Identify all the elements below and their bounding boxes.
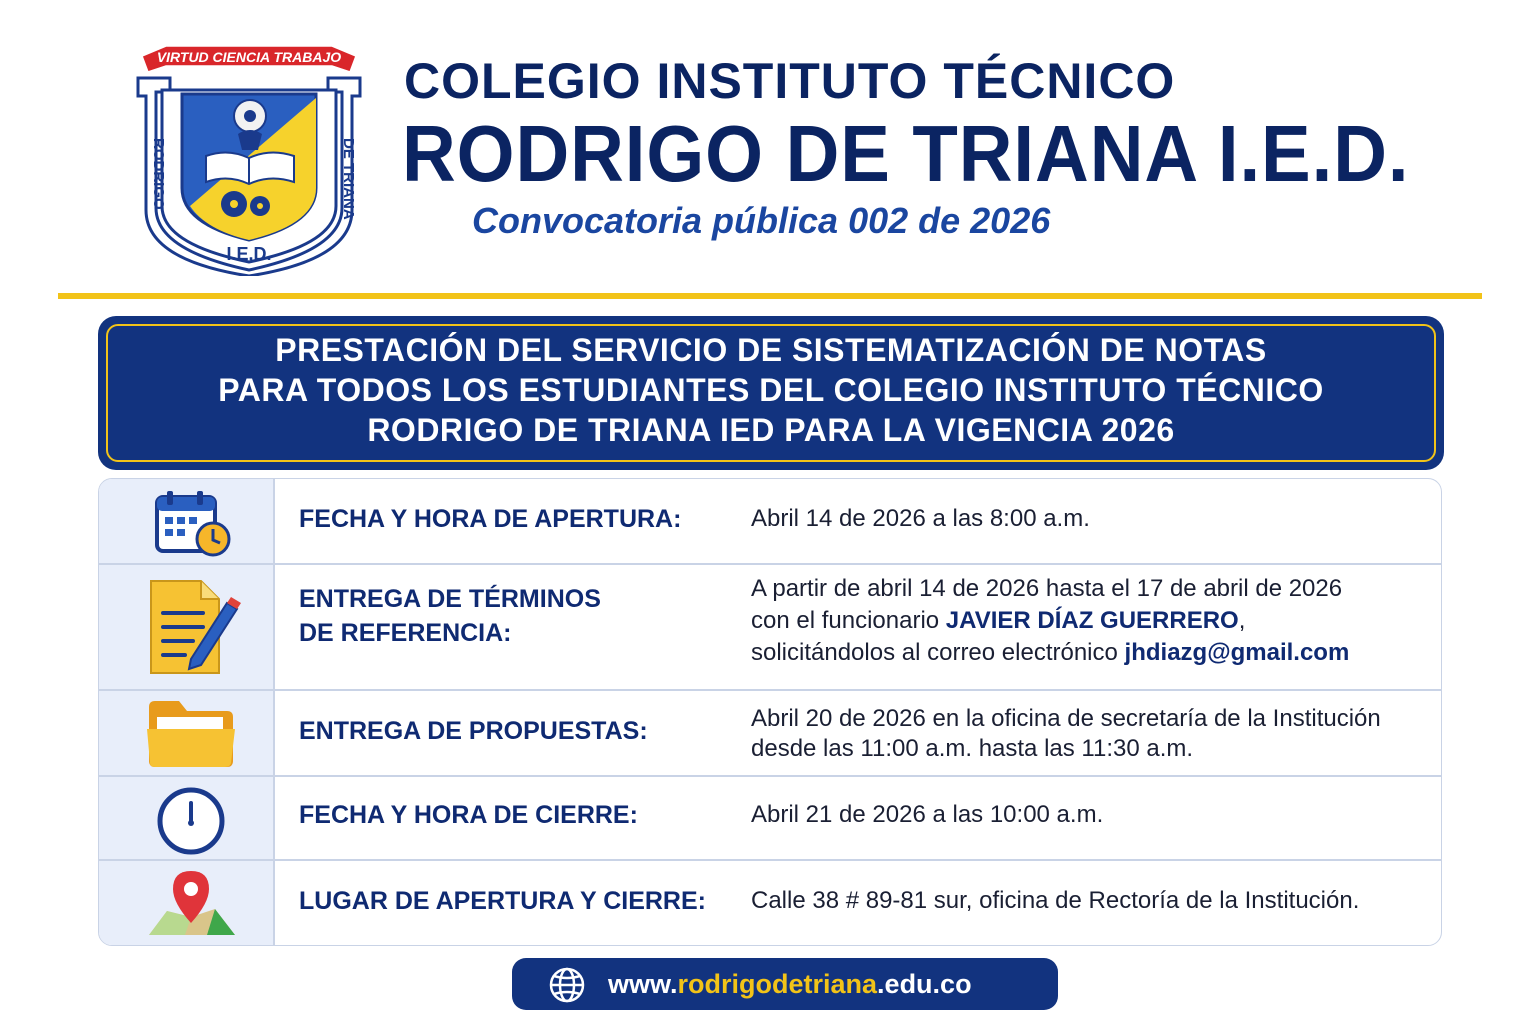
row-label-opening: FECHA Y HORA DE APERTURA: — [299, 505, 682, 533]
schedule-table — [98, 478, 1442, 946]
map-pin-icon — [145, 869, 237, 939]
service-banner — [98, 316, 1444, 470]
website-bar[interactable] — [512, 958, 1058, 1010]
school-crest-logo — [126, 38, 372, 276]
row-value-terms-3 — [751, 637, 1349, 669]
banner-line-1: PRESTACIÓN DEL SERVICIO DE SISTEMATIZACIÓN DE NOTAS — [275, 332, 1267, 368]
web-suffix: .edu.co — [877, 969, 972, 999]
clock-icon — [155, 785, 227, 857]
table-row — [99, 861, 1441, 946]
crest-right-text: DE TRIANA — [340, 138, 357, 220]
table-row — [99, 479, 1441, 563]
banner-line-2: PARA TODOS LOS ESTUDIANTES DEL COLEGIO INSTITUTO TÉCNICO — [218, 372, 1324, 408]
web-domain: rodrigodetriana — [677, 969, 878, 999]
header-divider — [58, 293, 1482, 299]
banner-line-3: RODRIGO DE TRIANA IED PARA LA VIGENCIA 2026 — [367, 412, 1175, 448]
table-row — [99, 565, 1441, 689]
row-value-terms-2 — [751, 605, 1245, 637]
crest-bottom-text: I.E.D. — [226, 244, 272, 264]
school-name-line2: RODRIGO DE TRIANA I.E.D. — [402, 109, 1410, 198]
row-value-opening: Abril 14 de 2026 a las 8:00 a.m. — [751, 505, 1090, 532]
globe-icon — [548, 966, 586, 1004]
web-prefix: www. — [608, 969, 678, 999]
calendar-clock-icon — [153, 489, 233, 557]
table-row — [99, 691, 1441, 775]
row-label-proposals: ENTREGA DE PROPUESTAS: — [299, 717, 648, 745]
crest-left-text: RODRIGO — [150, 138, 167, 210]
terms-prefix: con el funcionario — [751, 607, 946, 634]
row-label-closing: FECHA Y HORA DE CIERRE: — [299, 801, 638, 829]
terms-suffix: , — [1238, 607, 1246, 634]
row-value-closing: Abril 21 de 2026 a las 10:00 a.m. — [751, 801, 1104, 828]
school-name-line1: COLEGIO INSTITUTO TÉCNICO — [404, 53, 1176, 109]
row-label-terms-1: ENTREGA DE TÉRMINOS — [299, 585, 601, 613]
call-subtitle: Convocatoria pública 002 de 2026 — [472, 200, 1051, 241]
row-value-terms-1: A partir de abril 14 de 2026 hasta el 17 de abril de 2026 — [751, 575, 1343, 602]
row-value-proposals-1: Abril 20 de 2026 en la oficina de secretaría de la Institución — [751, 705, 1381, 732]
email-prefix: solicitándolos al correo electrónico — [751, 639, 1125, 666]
crest-motto-text: VIRTUD CIENCIA TRABAJO — [156, 49, 342, 65]
document-pencil-icon — [145, 577, 241, 677]
official-name: JAVIER DÍAZ GUERRERO — [945, 607, 1239, 634]
row-value-location: Calle 38 # 89-81 sur, oficina de Rectoría de la Institución. — [751, 887, 1360, 914]
row-label-location: LUGAR DE APERTURA Y CIERRE: — [299, 887, 706, 915]
table-row — [99, 777, 1441, 859]
folder-icon — [145, 699, 237, 769]
website-link[interactable] — [608, 969, 972, 1000]
contact-email-link[interactable]: jhdiazg@gmail.com — [1124, 639, 1350, 666]
row-value-proposals-2: desde las 11:00 a.m. hasta las 11:30 a.m. — [751, 735, 1194, 762]
row-label-terms-2: DE REFERENCIA: — [299, 619, 512, 647]
